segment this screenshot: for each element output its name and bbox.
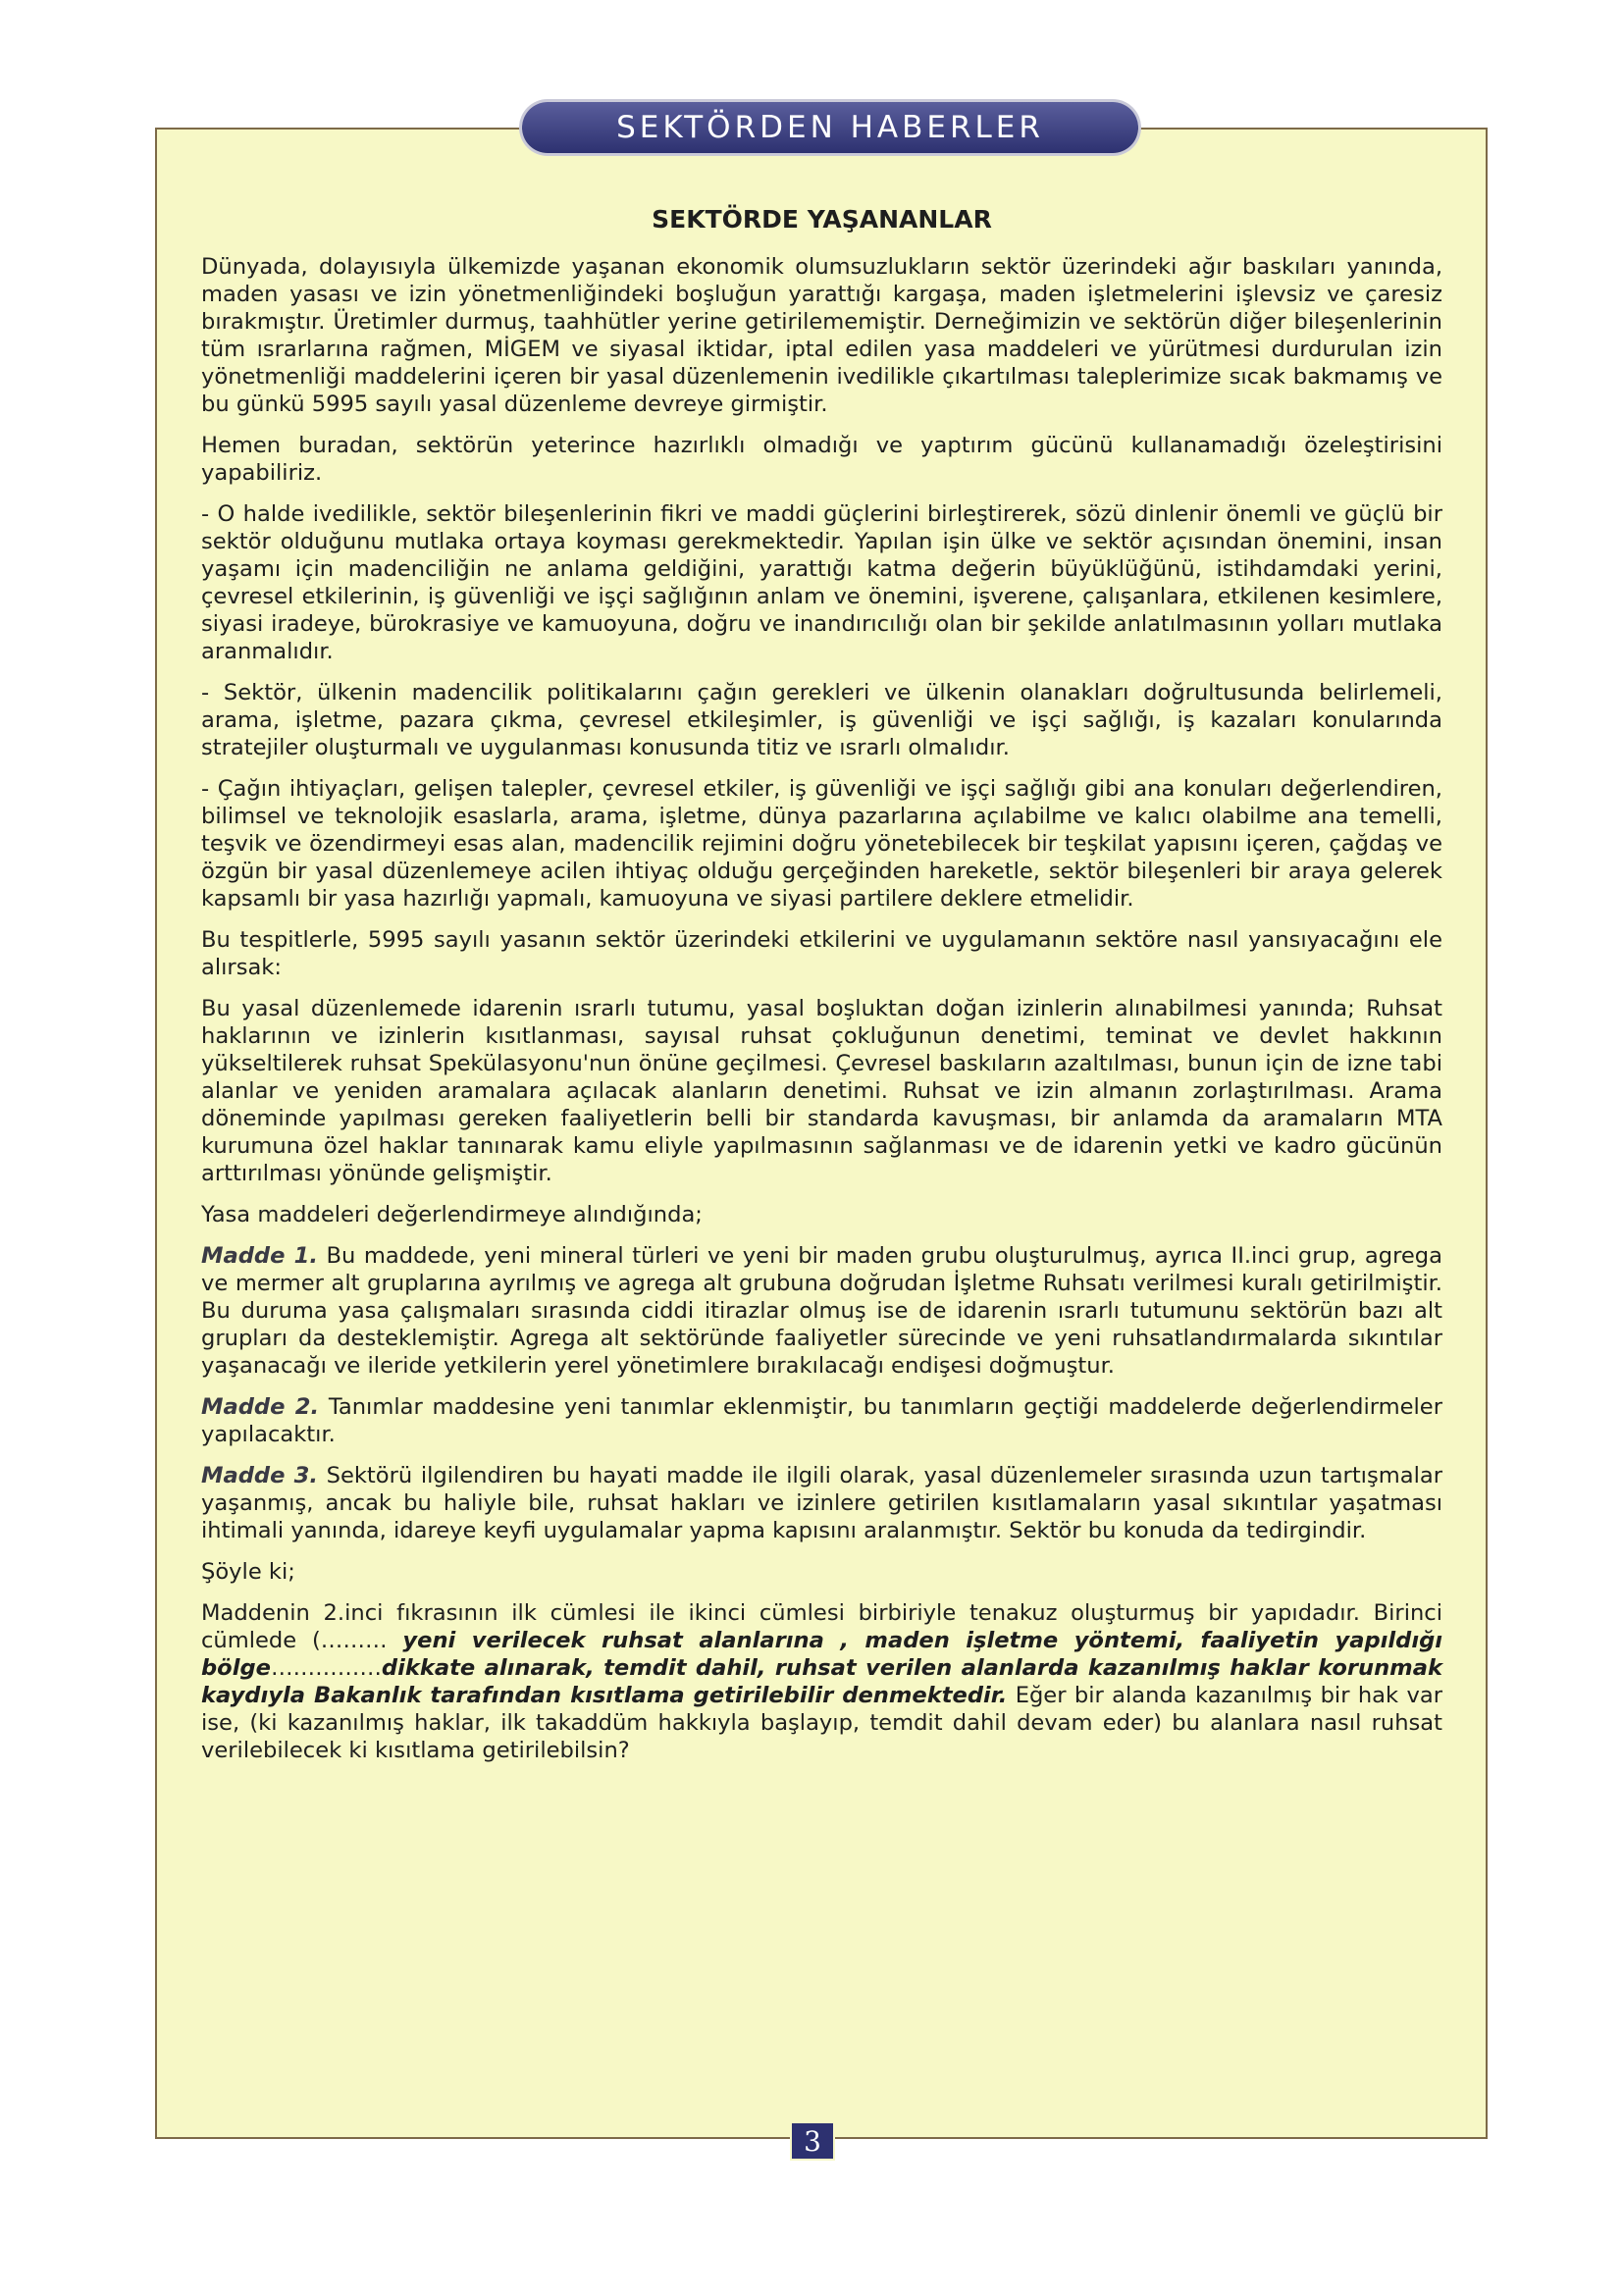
paragraph-madde-3 (201, 1462, 1442, 1544)
paragraph-bullet-3: - Çağın ihtiyaçları, gelişen talepler, çevresel etkiler, iş güvenliği ve işçi sağlığı gibi ana konuları değerlendiren, bilimsel ve teknolojik esaslarla, arama, işletme, dünya pazarlarına açılabilme ve kalıcı olabilme ana temelli, teşvik ve özendirmeyi esas alan, madencilik rejimini doğru yönetebilecek bir teşkilat yapısını içeren, çağdaş ve özgün bir yasal düzenlemeye acilen ihtiyaç olduğu gerçeğinden hareketle, sektör bileşenleri bir araya gelerek kapsamlı bir yasa hazırlığı yapmalı, kamuoyuna ve siyasi partilere deklere etmelidir. (201, 776, 1442, 912)
paragraph-madde-2 (201, 1393, 1442, 1448)
final-emphasis-1: yeni verilecek ruhsat alanlarına , maden işletme yöntemi, faaliyetin yapıldığı bölge (201, 1628, 1442, 1681)
paragraph-intro: Dünyada, dolayısıyla ülkemizde yaşanan ekonomik olumsuzlukların sektör üzerindeki ağır baskıları yanında, maden yasası ve izin yönetmenliğindeki boşluğun yarattığı kargaşa, maden işletmelerini işlevsiz ve çaresiz bırakmıştır. Üretimler durmuş, taahhütler yerine getirilememiştir. Derneğimizin ve sektörün diğer bileşenlerinin tüm ısrarlarına rağmen, MİGEM ve siyasal iktidar, iptal edilen yasa maddeleri ve yürütmesi durdurulan izin yönetmenliği maddelerini içeren bir yasal düzenlemenin ivedilikle çıkartılması taleplerimize sıcak bakmamış ve bu günkü 5995 sayılı yasal düzenleme devreye girmiştir. (201, 254, 1442, 417)
paragraph-madde-1 (201, 1242, 1442, 1380)
madde-2-text: Tanımlar maddesine yeni tanımlar eklenmiştir, bu tanımların geçtiği maddelerde değerlendirmeler yapılacaktır. (201, 1394, 1442, 1447)
paragraph-findings-intro: Bu tespitlerle, 5995 sayılı yasanın sektör üzerindeki etkilerini ve uygulamanın sektöre nasıl yansıyacağını ele alırsak: (201, 927, 1442, 980)
article-body (201, 206, 1442, 1778)
final-text-start: Maddenin 2.inci fıkrasının ilk cümlesi ile ikinci cümlesi birbiriyle tenakuz oluşturmuş bir yapıdadır. Birinci cümlede (……… (201, 1600, 1442, 1653)
final-text-end: Eğer bir alanda kazanılmış bir hak var ise, (ki kazanılmış haklar, ilk takaddüm hakkıyla başlayıp, temdit dahil devam eder) bu alanlara nasıl ruhsat verilebilecek ki kısıtlama getirilebilsin? (201, 1683, 1442, 1763)
section-header-label: SEKTÖRDEN HABERLER (616, 110, 1044, 145)
final-emphasis-2: dikkate alınarak, temdit dahil, ruhsat verilen alanlarda kazanılmış haklar korunmak kaydıyla Bakanlık tarafından kısıtlama getirilebilir denmektedir. (201, 1655, 1442, 1708)
madde-2-label: Madde 2. (201, 1394, 320, 1420)
madde-3-label: Madde 3. (201, 1463, 318, 1488)
final-dots: …………… (270, 1655, 382, 1681)
paragraph-bullet-1: - O halde ivedilikle, sektör bileşenlerinin fikri ve maddi güçlerini birleştirerek, sözü dinlenir önemli ve güçlü bir sektör olduğunu mutlaka ortaya koyması gerekmektedir. Yapılan işin ülke ve sektör açısından önemini, insan yaşamı için madenciliğin ne anlama geldiğini, yarattığı katma değerin büyüklüğünü, istihdamdaki yerini, çevresel etkilerinin, iş güvenliği ve işçi sağlığının anlam ve önemini, işverene, çalışanlara, etkilenen kesimlere, siyasi iradeye, bürokrasiye ve kamuoyuna, doğru ve inandırıcılığı olan bir şekilde anlatılmasının yolları mutlaka aranmalıdır. (201, 501, 1442, 664)
paragraph-final (201, 1599, 1442, 1764)
paragraph-articles-intro: Yasa maddeleri değerlendirmeye alındığında; (201, 1202, 703, 1227)
article-title: SEKTÖRDE YAŞANANLAR (652, 205, 992, 234)
madde-3-text: Sektörü ilgilendiren bu hayati madde ile ilgili olarak, yasal düzenlemeler sırasında uzun tartışmalar yaşanmış, ancak bu haliyle bile, ruhsat hakları ve izinlere getirilen kısıtlamaların yasal sıkıntılar yaşatması ihtimali yanında, idareye keyfi uygulamalar yapma kapısını aralanmıştır. Sektör bu konuda da tedirgindir. (201, 1463, 1442, 1543)
madde-1-text: Bu maddede, yeni mineral türleri ve yeni bir maden grubu oluşturulmuş, ayrıca II.inci grup, agrega ve mermer alt gruplarına ayrılmış ve agrega alt grubuna doğrudan İşletme Ruhsatı verilmesi kuralı getirilmiştir. Bu duruma yasa çalışmaları sırasında ciddi itirazlar olmuş ise de idarenin ısrarlı tutumunu sektörün bazı alt grupları da desteklemiştir. Agrega alt sektöründe faaliyetler sürecinde ve yeni ruhsatlandırmalarda sıkıntılar yaşanacağı ve ileride yetkilerin yerel yönetimlere bırakılacağı endişesi doğmuştur. (201, 1243, 1442, 1379)
paragraph-soyle-ki: Şöyle ki; (201, 1559, 295, 1585)
paragraph-findings: Bu yasal düzenlemede idarenin ısrarlı tutumu, yasal boşluktan doğan izinlerin alınabilmesi yanında; Ruhsat haklarının ve izinlerin kısıtlanması, sayısal ruhsat çokluğunun denetimi, teminat ve devlet hakkının yükseltilerek ruhsat Spekülasyonu'nun önüne geçilmesi. Çevresel baskıların azaltılması, bunun için de izne tabi alanlar ve yeniden aramalara açılacak alanların denetimi. Ruhsat ve izin almanın zorlaştırılması. Arama döneminde yapılması gereken faaliyetlerin belli bir standarda kavuşması, bir anlamda da aramaların MTA kurumuna özel haklar tanınarak kamu eliyle yapılmasının sağlanması ve de idarenin yetki ve kadro gücünün arttırılması yönünde gelişmiştir. (201, 996, 1442, 1186)
paragraph-self-criticism: Hemen buradan, sektörün yeterince hazırlıklı olmadığı ve yaptırım gücünü kullanamadığı özeleştirisini yapabiliriz. (201, 433, 1442, 486)
page-number: 3 (790, 2121, 835, 2161)
paragraph-bullet-2: - Sektör, ülkenin madencilik politikalarını çağın gerekleri ve ülkenin olanakları doğrultusunda belirlemeli, arama, işletme, pazara çıkma, çevresel etkileşimler, iş güvenliği ve işçi sağlığı, iş kazaları konularında stratejiler oluşturmalı ve uygulanması konusunda titiz ve ısrarlı olmalıdır. (201, 680, 1442, 760)
section-header-badge (522, 102, 1138, 153)
madde-1-label: Madde 1. (201, 1243, 318, 1269)
